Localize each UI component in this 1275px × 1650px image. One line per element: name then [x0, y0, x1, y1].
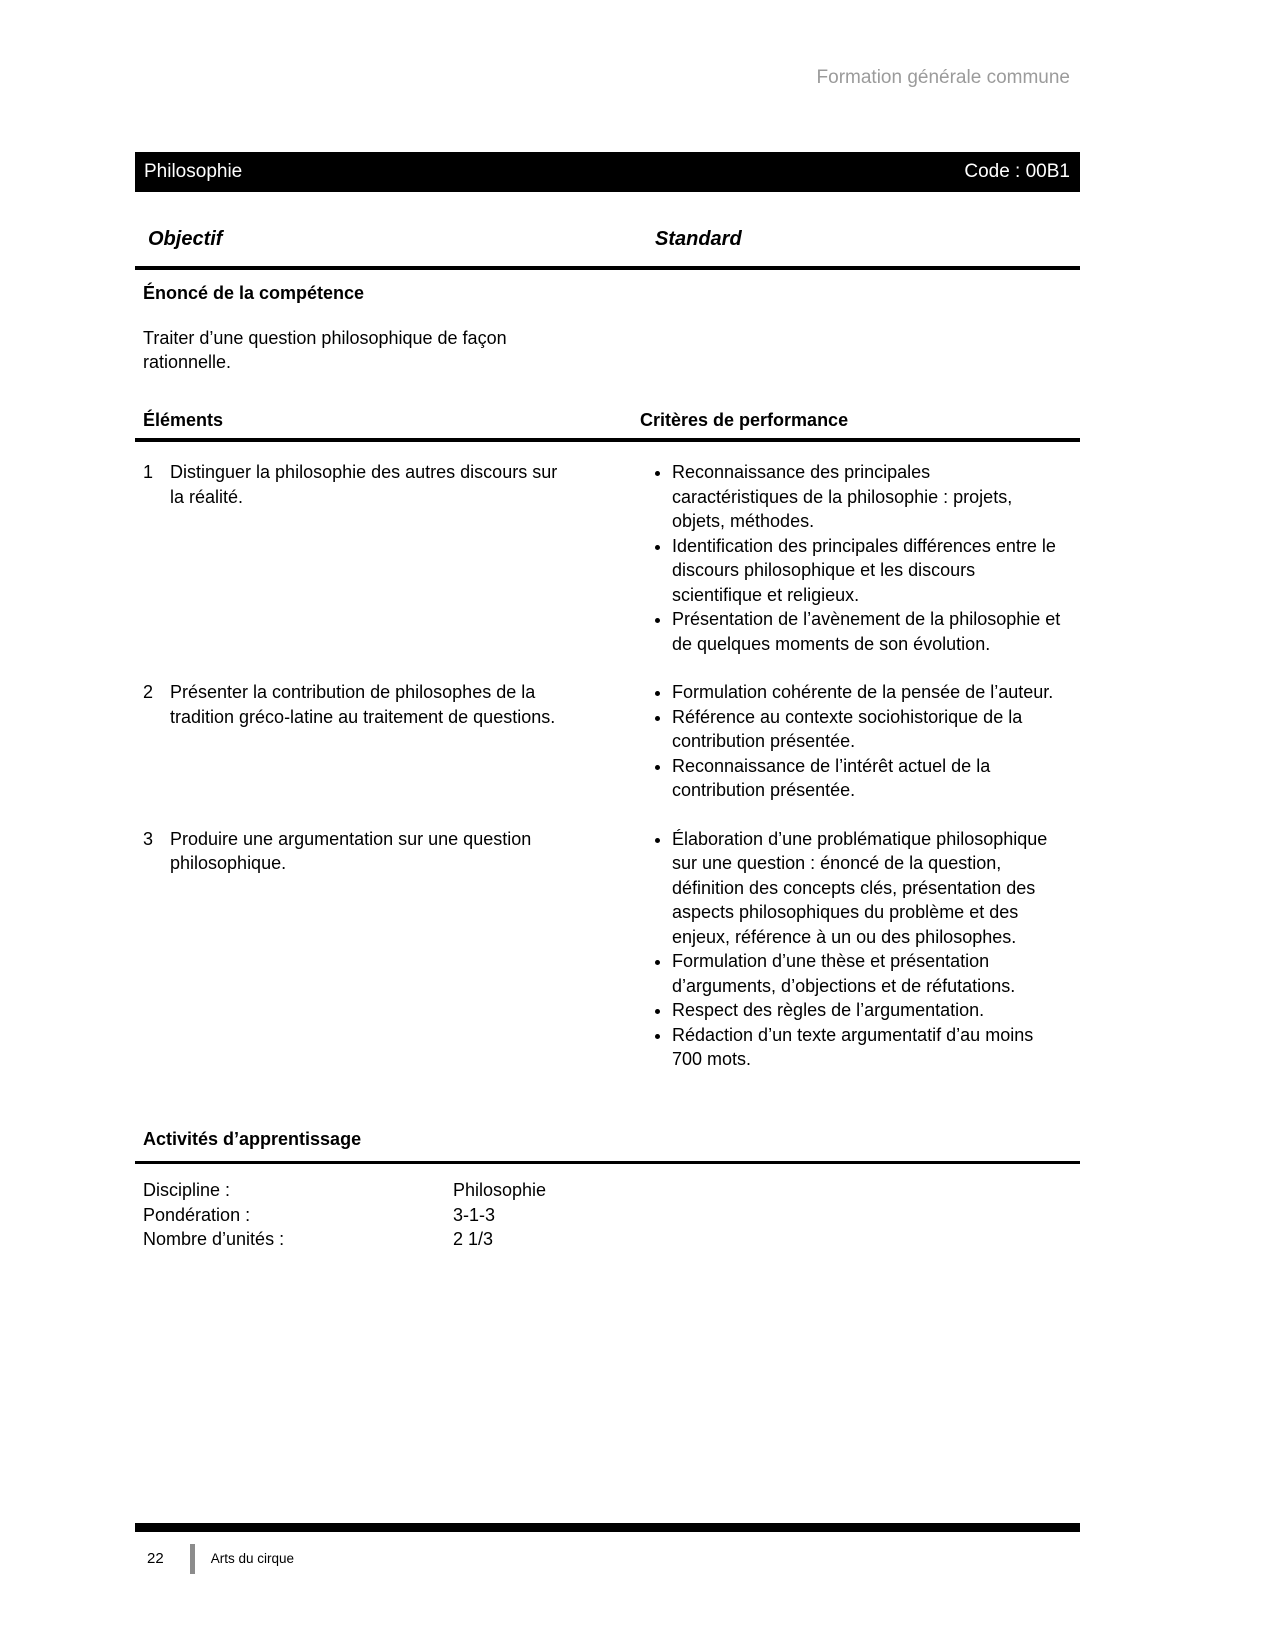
- criterion: • Respect des règles de l’argumentation.: [672, 998, 1061, 1023]
- page-footer: [135, 1542, 1080, 1576]
- criteria-cell: [640, 680, 1080, 803]
- element-row: [135, 460, 1080, 656]
- competence-heading: Énoncé de la compétence: [143, 283, 365, 303]
- competence-statement: Traiter d’une question philosophique de façon rationnelle.: [143, 327, 507, 372]
- criterion: • Présentation de l’avènement de la philosophie et de quelques moments de son évolution.: [672, 607, 1061, 656]
- criteria-list: [640, 460, 1080, 656]
- element-number: 3: [143, 828, 154, 849]
- activity-label: Pondération :: [143, 1204, 251, 1225]
- footer-program: Arts du cirque: [210, 1550, 294, 1566]
- element-cell: [135, 827, 640, 1072]
- activity-row: [135, 1203, 1080, 1228]
- activity-value: 3-1-3: [453, 1204, 496, 1225]
- element-text: Produire une argumentation sur une question philosophique.: [170, 828, 532, 873]
- activity-value: 2 1/3: [453, 1229, 494, 1249]
- criteria-cell: [640, 827, 1080, 1072]
- activities-table: [135, 1178, 1080, 1252]
- title-bar-discipline: Philosophie: [144, 160, 243, 182]
- divider-activites: [135, 1161, 1080, 1164]
- element-cell: [135, 680, 640, 803]
- standard-heading: Standard: [655, 228, 742, 250]
- element-cell: [135, 460, 640, 656]
- footer-rule: [135, 1523, 1080, 1532]
- page-number: 22: [147, 1549, 164, 1567]
- element-number: 2: [143, 682, 154, 702]
- activity-row: [135, 1227, 1080, 1252]
- element-row: [135, 827, 1080, 1072]
- table-header-row: [135, 408, 1080, 433]
- activity-label: Nombre d’unités :: [143, 1229, 285, 1249]
- activites-heading: Activités d’apprentissage: [143, 1128, 362, 1149]
- activity-label: Discipline :: [143, 1180, 231, 1200]
- criterion: • Reconnaissance des principales caractéristiques de la philosophie : projets, objets, méthodes.: [672, 460, 1061, 534]
- objectif-heading: Objectif: [148, 228, 223, 250]
- criteria-list: [640, 827, 1080, 1072]
- criterion: • Reconnaissance de l’intérêt actuel de la contribution présentée.: [672, 754, 1061, 803]
- criterion: • Référence au contexte sociohistorique de la contribution présentée.: [672, 705, 1061, 754]
- criterion: • Élaboration d’une problématique philosophique sur une question : énoncé de la question, définition des concepts clés, présentation des aspects philosophiques du problème et des enjeux, référence à un ou des philosophes.: [672, 827, 1061, 950]
- divider-elements-criteres: [135, 438, 1080, 442]
- title-bar: [135, 152, 1080, 192]
- criteria-list: [640, 680, 1080, 803]
- element-row: [135, 680, 1080, 803]
- element-text: Présenter la contribution de philosophes de la tradition gréco-latine au traitement de questions.: [170, 682, 556, 727]
- elements-column-header: Éléments: [143, 409, 224, 430]
- activity-row: [135, 1178, 1080, 1203]
- activity-value: Philosophie: [453, 1180, 547, 1200]
- criterion: • Formulation cohérente de la pensée de l’auteur.: [672, 680, 1061, 705]
- criterion: • Rédaction d’un texte argumentatif d’au moins 700 mots.: [672, 1023, 1061, 1072]
- element-number: 1: [143, 462, 154, 482]
- title-bar-code: Code : 00B1: [964, 160, 1070, 182]
- footer-separator: [190, 1544, 195, 1574]
- divider-objectif-standard: [135, 266, 1080, 270]
- elements-table: [135, 460, 1080, 1072]
- criterion: • Identification des principales différences entre le discours philosophique et les discours scientifique et religieux.: [672, 534, 1061, 608]
- criteria-cell: [640, 460, 1080, 656]
- criterion: • Formulation d’une thèse et présentation d’arguments, d’objections et de réfutations.: [672, 949, 1061, 998]
- element-text: Distinguer la philosophie des autres discours sur la réalité.: [170, 462, 558, 507]
- page-content: [135, 0, 1080, 1252]
- section-headers-row: [135, 226, 1080, 253]
- criteres-column-header: Critères de performance: [640, 409, 849, 430]
- running-header: Formation générale commune: [816, 67, 1070, 88]
